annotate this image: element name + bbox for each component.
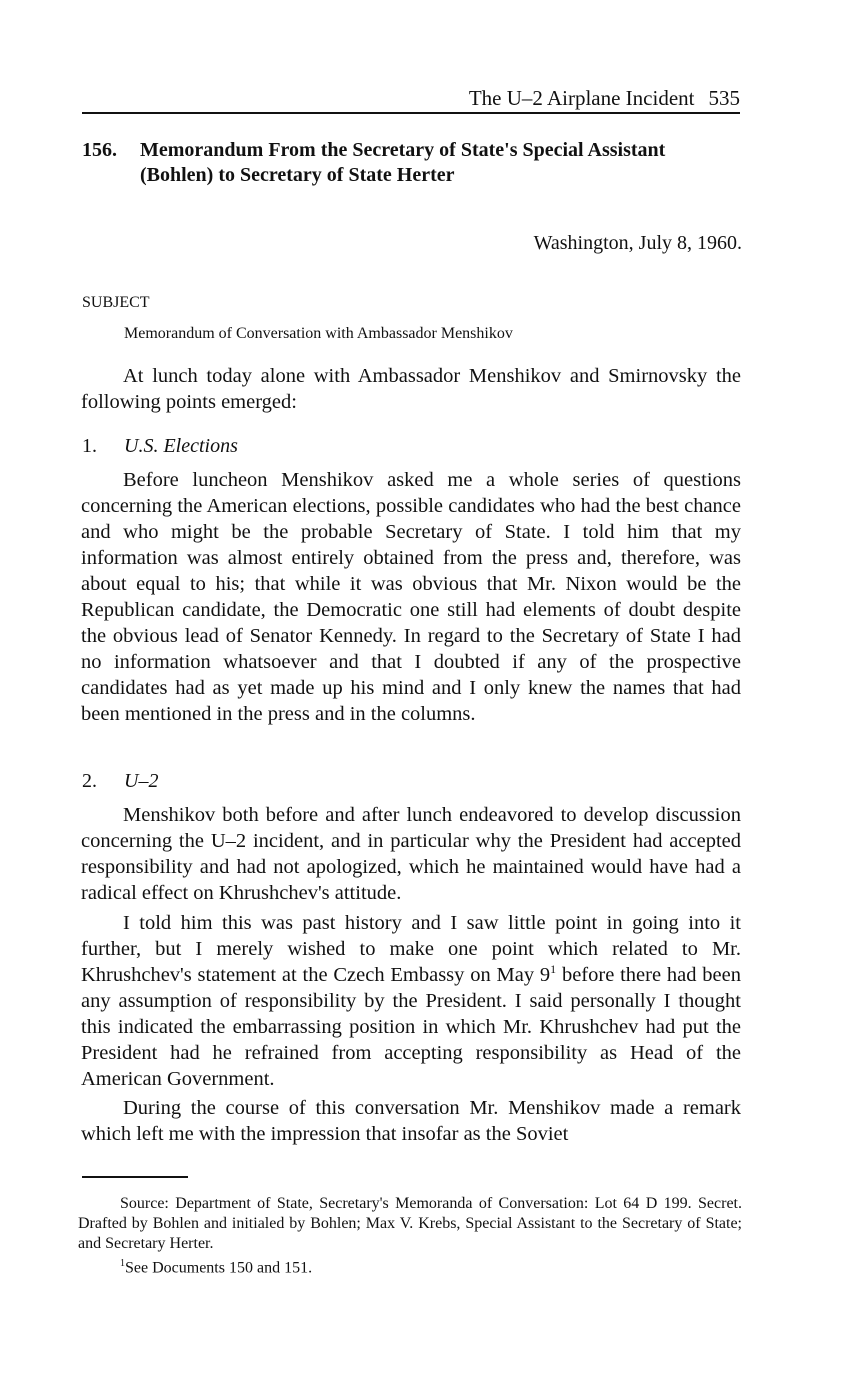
footnote-1-marker: 1 (120, 1258, 125, 1269)
source-note: Source: Department of State, Secretary's Memoranda of Conversation: Lot 64 D 199. Secret. Drafted by Bohlen and initialed by Bohlen; Max V. Krebs, Special Assistant to the Secretary of State; and Secretary Herter. (78, 1195, 742, 1252)
paragraph: Before luncheon Menshikov asked me a whole series of questions concerning the American elections, possible candidates who had the best chance and who might be the probable Secretary of State. I told him that my information was almost entirely obtained from the press and, therefore, was about equal to his; that while it was obvious that Mr. Nixon would be the Republican candidate, the Democratic one still had elements of doubt despite the obvious lead of Senator Kennedy. In regard to the Secretary of State I had no information whatsoever and that I doubted if any of the prospective candidates had as yet made up his mind and I only knew the names that had been mentioned in the press and in the columns. (81, 469, 741, 725)
paragraph (81, 910, 741, 1092)
subject-text: Memorandum of Conversation with Ambassador Menshikov (124, 325, 513, 342)
dateline: Washington, July 8, 1960. (533, 232, 742, 254)
document-number: 156. (82, 139, 117, 161)
section-title: U–2 (124, 770, 159, 792)
document-heading (82, 138, 742, 188)
running-header (82, 84, 740, 114)
section-2-para-2 (81, 910, 741, 1092)
document-title: Memorandum From the Secretary of State's Special Assistant (Bohlen) to Secretary of State Herter (140, 139, 666, 186)
footnotes (78, 1194, 742, 1278)
page-number: 535 (708, 86, 740, 110)
paragraph: During the course of this conversation Mr. Menshikov made a remark which left me with the impression that insofar as the Soviet (81, 1097, 741, 1145)
section-number: 2. (82, 770, 97, 792)
section-2-para-1 (81, 802, 741, 906)
section-2-para-3 (81, 1095, 741, 1147)
section-heading-1 (82, 433, 238, 459)
footnote-1-text: See Documents 150 and 151. (125, 1259, 313, 1277)
paragraph-text-before-ref: I told him this was past history and I saw little point in going into it further, but I merely wished to make one point which related to Mr. Khrushchev's statement at the Czech Embassy on May 9 (81, 912, 741, 986)
intro-paragraph (81, 363, 741, 415)
paragraph-text-after-ref: before there had been any assumption of responsibility by the President. I said personally I thought this indicated the embarrassing position in which Mr. Khrushchev had put the President had he refrained from accepting responsibility as Head of the American Government. (81, 964, 741, 1090)
running-title: The U–2 Airplane Incident (468, 86, 695, 110)
footnote-1 (78, 1254, 742, 1278)
paragraph: Menshikov both before and after lunch endeavored to develop discussion concerning the U–2 incident, and in particular why the President had accepted responsibility and had not apologized, which he maintained would have had a radical effect on Khrushchev's attitude. (81, 804, 741, 904)
section-title: U.S. Elections (124, 435, 238, 457)
intro-text: At lunch today alone with Ambassador Menshikov and Smirnovsky the following points emerged: (81, 365, 741, 413)
footnote-divider (82, 1176, 188, 1178)
section-heading-2 (82, 768, 158, 794)
section-1-body (81, 467, 741, 727)
section-number: 1. (82, 435, 97, 457)
footnote-ref-1[interactable]: 1 (550, 962, 557, 977)
subject-label: SUBJECT (82, 294, 150, 311)
